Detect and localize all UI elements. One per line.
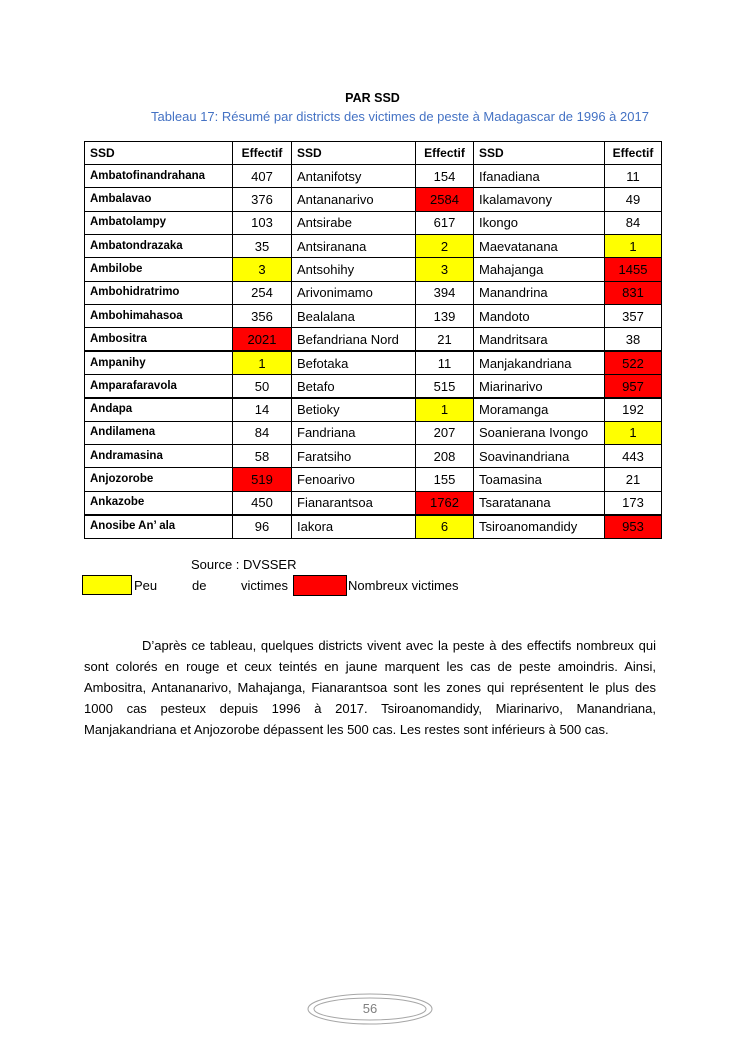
district-name-cell: Mahajanga (474, 258, 605, 281)
effectif-cell: 522 (605, 351, 662, 374)
effectif-cell: 2584 (416, 188, 474, 211)
district-name-cell: Ikongo (474, 211, 605, 234)
effectif-cell: 407 (233, 165, 292, 188)
effectif-cell: 2 (416, 235, 474, 258)
effectif-cell: 3 (233, 258, 292, 281)
district-name-cell: Befotaka (292, 351, 416, 374)
effectif-cell: 953 (605, 515, 662, 538)
district-name-cell: Moramanga (474, 398, 605, 421)
table-caption: Tableau 17: Résumé par districts des victimes de peste à Madagascar de 1996 à 2017 (151, 109, 649, 124)
district-name-cell: Mandoto (474, 305, 605, 328)
header-ssd: SSD (292, 142, 416, 165)
header-ssd: SSD (474, 142, 605, 165)
district-name-cell: Andapa (85, 398, 233, 421)
district-name-cell: Miarinarivo (474, 375, 605, 398)
district-name-cell: Anosibe An’ ala (85, 515, 233, 538)
table-row (85, 375, 662, 398)
table-row (85, 211, 662, 234)
effectif-cell: 617 (416, 211, 474, 234)
district-name-cell: Ambohidratrimo (85, 281, 233, 304)
paragraph-text: D’après ce tableau, quelques districts vivent avec la peste à des effectifs nombreux qui sont colorés en rouge et ceux teintés en jaune marquent les cas de peste amoindris. Ainsi, Ambositra, Antananarivo, Mahajanga, Fianarantsoa sont les zones qui représentent le plus des 1000 cas pesteux depuis 1996 à 2017. Tsiroanomandidy, Miarinarivo, Manandriana, Manjakandriana et Anjozorobe dépassent les 500 cas. Les restes sont inférieurs à 500 cas. (84, 638, 656, 737)
district-name-cell: Ambalavao (85, 188, 233, 211)
effectif-cell: 50 (233, 375, 292, 398)
district-name-cell: Faratsiho (292, 445, 416, 468)
effectif-cell: 515 (416, 375, 474, 398)
effectif-cell: 450 (233, 491, 292, 514)
effectif-cell: 38 (605, 328, 662, 351)
effectif-cell: 21 (416, 328, 474, 351)
effectif-cell: 154 (416, 165, 474, 188)
table-header-row (85, 142, 662, 165)
effectif-cell: 356 (233, 305, 292, 328)
district-name-cell: Antanifotsy (292, 165, 416, 188)
table-row (85, 515, 662, 538)
effectif-cell: 357 (605, 305, 662, 328)
district-name-cell: Amparafaravola (85, 375, 233, 398)
district-name-cell: Betioky (292, 398, 416, 421)
effectif-cell: 1 (416, 398, 474, 421)
header-effectif: Effectif (233, 142, 292, 165)
legend-few-label: de (192, 578, 207, 593)
district-name-cell: Anjozorobe (85, 468, 233, 491)
page-number: 56 (362, 1001, 378, 1016)
district-name-cell: Iakora (292, 515, 416, 538)
legend-few-label: Peu (134, 578, 158, 593)
effectif-cell: 1 (233, 351, 292, 374)
effectif-cell: 1 (605, 235, 662, 258)
source-note: Source : DVSSER (191, 557, 297, 572)
effectif-cell: 84 (605, 211, 662, 234)
effectif-cell: 1455 (605, 258, 662, 281)
effectif-cell: 49 (605, 188, 662, 211)
district-name-cell: Soanierana Ivongo (474, 421, 605, 444)
table-row (85, 188, 662, 211)
effectif-cell: 14 (233, 398, 292, 421)
table-row (85, 351, 662, 374)
effectif-cell: 35 (233, 235, 292, 258)
table-row (85, 328, 662, 351)
header-ssd: SSD (85, 142, 233, 165)
district-name-cell: Ambatolampy (85, 211, 233, 234)
legend-yellow-swatch (82, 575, 132, 595)
header-effectif: Effectif (605, 142, 662, 165)
effectif-cell: 11 (416, 351, 474, 374)
page-number-frame (306, 992, 434, 1026)
district-name-cell: Antsohihy (292, 258, 416, 281)
effectif-cell: 11 (605, 165, 662, 188)
effectif-cell: 519 (233, 468, 292, 491)
table-row (85, 281, 662, 304)
district-name-cell: Betafo (292, 375, 416, 398)
effectif-cell: 96 (233, 515, 292, 538)
table-row (85, 398, 662, 421)
district-name-cell: Ampanihy (85, 351, 233, 374)
district-name-cell: Ambatondrazaka (85, 235, 233, 258)
district-name-cell: Toamasina (474, 468, 605, 491)
district-name-cell: Ambositra (85, 328, 233, 351)
effectif-cell: 831 (605, 281, 662, 304)
district-name-cell: Fianarantsoa (292, 491, 416, 514)
effectif-cell: 84 (233, 421, 292, 444)
effectif-cell: 376 (233, 188, 292, 211)
district-name-cell: Fenoarivo (292, 468, 416, 491)
district-name-cell: Andilamena (85, 421, 233, 444)
effectif-cell: 58 (233, 445, 292, 468)
district-name-cell: Maevatanana (474, 235, 605, 258)
district-name-cell: Tsiroanomandidy (474, 515, 605, 538)
table-row (85, 305, 662, 328)
effectif-cell: 207 (416, 421, 474, 444)
effectif-cell: 957 (605, 375, 662, 398)
legend-red-swatch (293, 575, 347, 596)
district-name-cell: Manandrina (474, 281, 605, 304)
district-name-cell: Ankazobe (85, 491, 233, 514)
effectif-cell: 3 (416, 258, 474, 281)
district-name-cell: Ambilobe (85, 258, 233, 281)
districts-table (84, 141, 662, 539)
section-heading: PAR SSD (345, 91, 400, 105)
district-name-cell: Manjakandriana (474, 351, 605, 374)
district-name-cell: Arivonimamo (292, 281, 416, 304)
district-name-cell: Ambatofinandrahana (85, 165, 233, 188)
table-row (85, 258, 662, 281)
effectif-cell: 21 (605, 468, 662, 491)
effectif-cell: 103 (233, 211, 292, 234)
district-name-cell: Ikalamavony (474, 188, 605, 211)
table-row (85, 165, 662, 188)
effectif-cell: 2021 (233, 328, 292, 351)
effectif-cell: 394 (416, 281, 474, 304)
district-name-cell: Tsaratanana (474, 491, 605, 514)
effectif-cell: 6 (416, 515, 474, 538)
table-row (85, 235, 662, 258)
effectif-cell: 173 (605, 491, 662, 514)
district-name-cell: Soavinandriana (474, 445, 605, 468)
district-name-cell: Ifanadiana (474, 165, 605, 188)
legend-many-label: Nombreux victimes (348, 578, 459, 593)
table-row (85, 468, 662, 491)
effectif-cell: 1762 (416, 491, 474, 514)
effectif-cell: 192 (605, 398, 662, 421)
effectif-cell: 208 (416, 445, 474, 468)
district-name-cell: Bealalana (292, 305, 416, 328)
table-row (85, 421, 662, 444)
district-name-cell: Antsirabe (292, 211, 416, 234)
district-name-cell: Fandriana (292, 421, 416, 444)
effectif-cell: 254 (233, 281, 292, 304)
effectif-cell: 443 (605, 445, 662, 468)
district-name-cell: Andramasina (85, 445, 233, 468)
district-name-cell: Antananarivo (292, 188, 416, 211)
header-effectif: Effectif (416, 142, 474, 165)
legend-few-label: victimes (241, 578, 288, 593)
district-name-cell: Ambohimahasoa (85, 305, 233, 328)
effectif-cell: 139 (416, 305, 474, 328)
table-row (85, 491, 662, 514)
district-name-cell: Antsiranana (292, 235, 416, 258)
district-name-cell: Befandriana Nord (292, 328, 416, 351)
analysis-paragraph (84, 635, 656, 740)
table-row (85, 445, 662, 468)
effectif-cell: 1 (605, 421, 662, 444)
district-name-cell: Mandritsara (474, 328, 605, 351)
effectif-cell: 155 (416, 468, 474, 491)
